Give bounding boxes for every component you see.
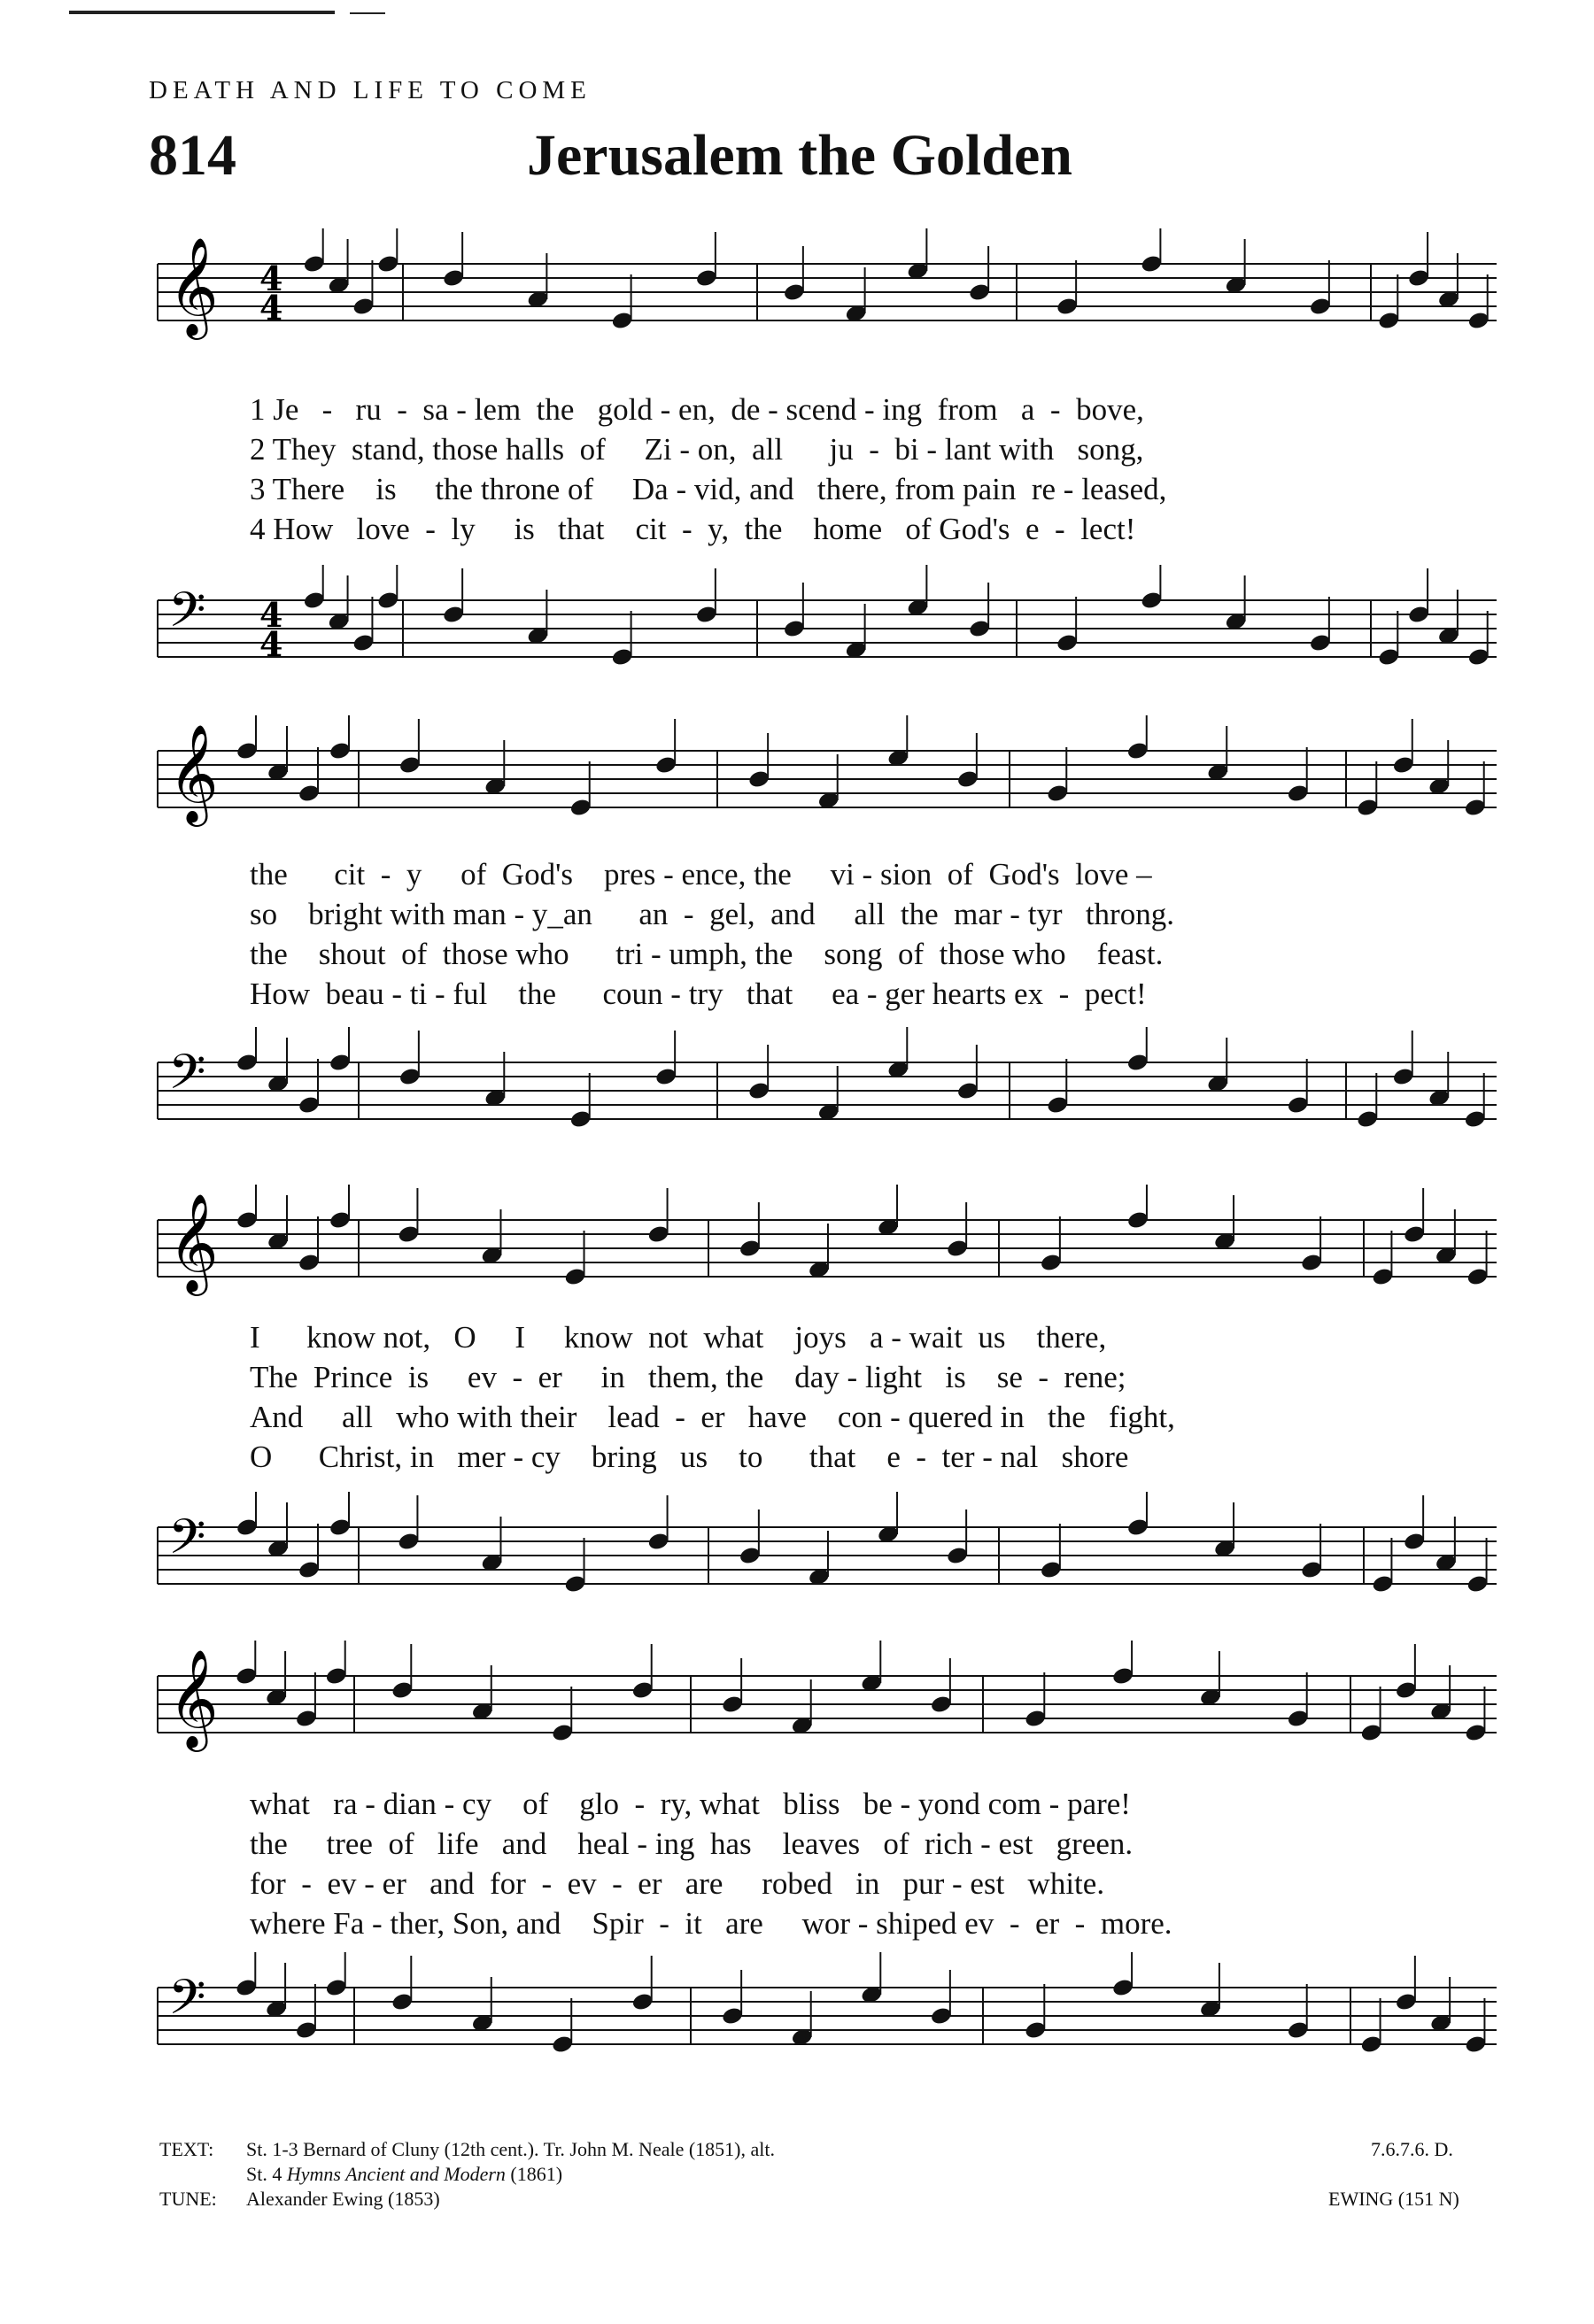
lyrics-block-3 [250, 1317, 1490, 1477]
lyric-line: the shout of those who tri - umph, the song of those who feast. [250, 937, 1164, 971]
bass-clef-icon: 𝄢 [168, 582, 206, 650]
bass-clef-icon: 𝄢 [168, 1969, 206, 2037]
bass-clef-icon: 𝄢 [168, 1044, 206, 1112]
bass-staff-3 [0, 1492, 1594, 1607]
lyric-line: what ra - dian - cy of glo - ry, what bliss be - yond com - pare! [250, 1787, 1131, 1821]
top-rule-short [350, 12, 385, 14]
bass-clef-icon: 𝄢 [168, 1509, 206, 1577]
lyric-line: 4 How love - ly is that cit - y, the home of God's e - lect! [250, 512, 1136, 546]
lyric-line: 3 There is the throne of Da - vid, and there, from pain re - leased, [250, 472, 1167, 506]
bass-staff-4 [0, 1952, 1594, 2067]
hymn-title: Jerusalem the Golden [527, 123, 1072, 188]
text-credit-label: TEXT: [159, 2138, 214, 2160]
top-rule [69, 11, 335, 14]
meter: 7.6.7.6. D. [1371, 2138, 1453, 2160]
text-credit-prefix: St. 4 [246, 2163, 282, 2185]
section-heading: DEATH AND LIFE TO COME [149, 76, 592, 104]
treble-clef-icon: 𝄞 [168, 1193, 219, 1292]
treble-clef-icon: 𝄞 [168, 723, 219, 822]
bass-staff-2 [0, 1027, 1594, 1142]
lyric-line: the tree of life and heal - ing has leaves of rich - est green. [250, 1826, 1134, 1861]
tune-credit-label: TUNE: [159, 2188, 217, 2210]
hymn-number: 814 [149, 123, 236, 188]
text-credit-source: Hymns Ancient and Modern [286, 2163, 506, 2185]
lyric-line: The Prince is ev - er in them, the day - light is se - rene; [250, 1360, 1126, 1394]
bass-staff-1 [0, 565, 1594, 680]
lyric-line: O Christ, in mer - cy bring us to that e - ter - nal shore [250, 1440, 1129, 1474]
treble-staff-4 [0, 1641, 1594, 1756]
lyric-line: I know not, O I know not what joys a - wait us there, [250, 1320, 1107, 1355]
text-credit-line2 [246, 2163, 562, 2186]
lyric-line: How beau - ti - ful the coun - try that ea - ger hearts ex - pect! [250, 977, 1147, 1011]
time-signature-top: 4 [259, 259, 283, 298]
tune-name: EWING (151 N) [1328, 2188, 1459, 2210]
lyric-line: so bright with man - y_an an - gel, and all the mar - tyr throng. [250, 897, 1174, 931]
lyrics-block-4 [250, 1784, 1490, 1943]
lyric-line: 1 Je - ru - sa - lem the gold - en, de - scend - ing from a - bove, [250, 392, 1144, 427]
lyric-line: the cit - y of God's pres - ence, the vi - sion of God's love – [250, 857, 1152, 892]
treble-clef-icon: 𝄞 [168, 1648, 219, 1748]
treble-staff-1 [0, 228, 1594, 344]
lyrics-block-1 [250, 390, 1490, 549]
text-credit-line1: St. 1-3 Bernard of Cluny (12th cent.). Tr. John M. Neale (1851), alt. [246, 2138, 775, 2160]
lyric-line: And all who with their lead - er have con - quered in the fight, [250, 1400, 1175, 1434]
lyric-line: 2 They stand, those halls of Zi - on, all ju - bi - lant with song, [250, 432, 1144, 467]
treble-clef-icon: 𝄞 [168, 236, 219, 336]
time-signature-bottom: 4 [259, 288, 283, 328]
time-signature-top: 4 [259, 595, 283, 635]
treble-staff-2 [0, 715, 1594, 830]
lyric-line: where Fa - ther, Son, and Spir - it are wor - shiped ev - er - more. [250, 1906, 1172, 1941]
lyrics-block-2 [250, 854, 1490, 1014]
treble-staff-3 [0, 1185, 1594, 1300]
lyric-line: for - ev - er and for - ev - er are robed in pur - est white. [250, 1866, 1105, 1901]
time-signature-bottom: 4 [259, 624, 283, 664]
text-credit-suffix: (1861) [510, 2163, 563, 2185]
tune-credit-line: Alexander Ewing (1853) [246, 2188, 440, 2210]
